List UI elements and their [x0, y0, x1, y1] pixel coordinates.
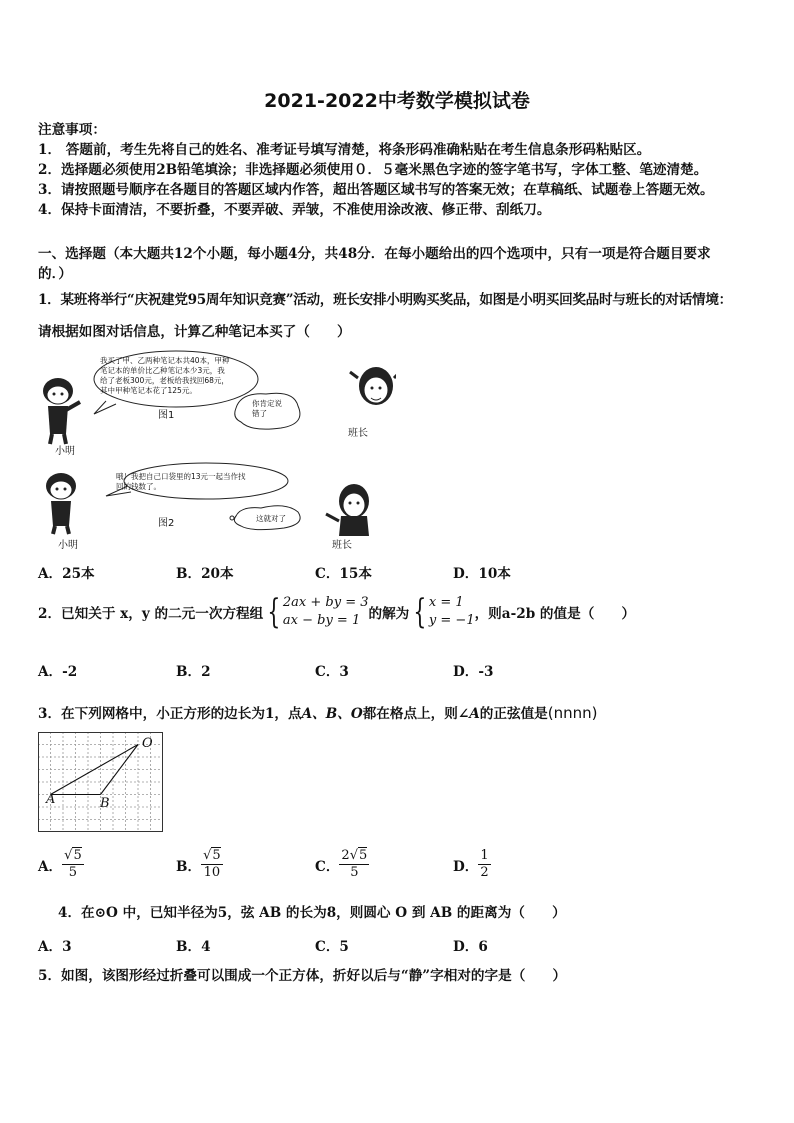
q1-option-d[interactable]: D．10本	[453, 566, 511, 582]
q2-sol2: y = −1	[428, 613, 475, 628]
q3-text: 3．在下列网格中，小正方形的边长为1，点	[38, 706, 302, 722]
section-heading-line1: 一、选择题（本大题共12个小题，每小题4分，共48分．在每小题给出的四个选项中，只有一项是符合题目要求	[38, 246, 711, 262]
q3-text2: 都在格点上，则∠	[362, 706, 470, 722]
notice-item-2: 2．选择题必须使用2B铅笔填涂；非选择题必须使用０．５毫米黑色字迹的签字笔书写，字体工整、笔迹清楚。	[38, 162, 708, 178]
q2-option-d[interactable]: D．-3	[453, 664, 494, 680]
q3-option-d-label: D．	[453, 858, 479, 875]
xiaoming-figure-1	[43, 378, 80, 444]
q4-stem: 4．在⊙O 中，已知半径为5，弦 AB 的长为8，则圆心 O 到 AB 的距离为（ ）	[58, 905, 566, 921]
q3-label-a: A	[46, 792, 56, 807]
q2-option-a[interactable]: A．-2	[38, 664, 78, 680]
q3-option-c-num: 5	[359, 848, 368, 863]
fig1-bubble-line: 我买了甲、乙两种笔记本共40本，甲种	[100, 356, 230, 365]
fig1-reply-text	[252, 399, 312, 419]
q2-solution: { x = 1 y = −1	[413, 592, 475, 632]
q2-option-b[interactable]: B．2	[176, 664, 211, 680]
q4-option-c[interactable]: C．5	[315, 939, 349, 955]
xiaoming-figure-2	[46, 473, 76, 534]
notice-item-1: 1． 答题前，考生先将自己的姓名、准考证号填写清楚，将条形码准确粘贴在考生信息条形码粘贴区。	[38, 142, 651, 158]
fig1-bubble-line: 给了老板300元，老板给我找回68元，	[100, 376, 229, 385]
q3-option-b-den: 10	[203, 865, 221, 880]
fig1-bubble-text	[100, 356, 250, 396]
q2-eq1: 2ax + by = 3	[282, 595, 369, 610]
fig1-bubble-line: 笔记本的单价比乙种笔记本少3元，我	[100, 366, 225, 375]
q3-option-c-fraction: $\frac{2√5}{5}$	[341, 848, 368, 880]
fig1-right-name: 班长	[348, 428, 368, 439]
q3-option-d-num: 1	[480, 848, 489, 863]
q2-eq2: ax − by = 1	[282, 613, 361, 628]
banzhang-figure-2	[326, 484, 369, 536]
q2-stem	[38, 594, 635, 630]
fig1-left-name: 小明	[55, 446, 75, 457]
q1-option-c[interactable]: C．15本	[315, 566, 372, 582]
fig2-bubble-line: 回的钱数了。	[116, 482, 161, 491]
fig2-caption: 图2	[158, 518, 175, 529]
q5-stem: 5．如图，该图形经过折叠可以围成一个正方体，折好以后与“静”字相对的字是（ ）	[38, 968, 567, 984]
q4-option-a[interactable]: A．3	[38, 939, 72, 955]
q3-option-a[interactable]	[38, 848, 84, 881]
q3-option-d-den: 2	[480, 865, 489, 880]
fig2-right-name: 班长	[332, 540, 352, 551]
fig2-bubble-line: 哦！我把自己口袋里的13元一起当作找	[116, 472, 246, 481]
q3-answer-paren: (nnnn)	[547, 704, 598, 722]
q2-suffix: ，则a-2b 的值是（ ）	[474, 606, 636, 622]
q4-option-b[interactable]: B．4	[176, 939, 211, 955]
q3-option-c-coef: 2	[341, 848, 350, 863]
q3-option-a-den: 5	[68, 865, 78, 880]
q2-middle: 的解为	[368, 606, 410, 622]
q3-option-a-num: 5	[73, 848, 82, 863]
notice-item-4: 4．保持卡面清洁，不要折叠，不要弄破、弄皱，不准使用涂改液、修正带、刮纸刀。	[38, 202, 551, 218]
q3-stem	[38, 702, 598, 722]
q3-option-b-num: 5	[212, 848, 221, 863]
q3-text3: 的正弦值是	[479, 706, 548, 722]
fig1-caption: 图1	[158, 410, 175, 421]
q4-option-d[interactable]: D．6	[453, 939, 488, 955]
fig1-bubble-tail	[94, 401, 116, 414]
q3-angle: A	[469, 706, 480, 722]
q3-option-b-label: B．	[176, 858, 202, 875]
page-title: 2021-2022中考数学模拟试卷	[264, 90, 530, 112]
q2-prefix: 2．已知关于 x，y 的二元一次方程组	[38, 606, 264, 622]
q2-equation-system: { 2ax + by = 3 ax − by = 1	[267, 592, 369, 632]
q3-label-o: O	[142, 736, 153, 751]
section-heading-line2: 的．）	[38, 266, 72, 282]
q3-option-b-fraction: $\frac{√5}{10}$	[203, 848, 221, 880]
q3-points: A、B、O	[301, 706, 363, 722]
q3-option-c-den: 5	[350, 865, 359, 880]
fig1-reply-line: 错了	[252, 409, 267, 418]
q3-option-a-label: A．	[38, 858, 63, 875]
fig1-bubble-line: 其中甲种笔记本花了125元。	[100, 386, 197, 395]
q1-stem-line1: 1．某班将举行“庆祝建党95周年知识竞赛”活动，班长安排小明购买奖品，如图是小明买回奖品时与班长的对话情境：	[38, 292, 732, 308]
q2-option-c[interactable]: C．3	[315, 664, 349, 680]
q2-sol1: x = 1	[428, 595, 464, 610]
fig1-reply-line: 你肯定说	[252, 399, 282, 408]
q3-option-d-fraction	[478, 848, 490, 881]
notice-heading: 注意事项：	[38, 122, 106, 138]
q3-option-d[interactable]	[453, 848, 491, 881]
q3-option-c-label: C．	[315, 858, 340, 875]
q3-option-c[interactable]	[315, 848, 369, 881]
notice-item-3: 3．请按照题号顺序在各题目的答题区域内作答，超出答题区域书写的答案无效；在草稿纸、试题卷上答题无效。	[38, 182, 714, 198]
q1-option-b[interactable]: B．20本	[176, 566, 234, 582]
fig2-left-name: 小明	[58, 540, 78, 551]
banzhang-figure-1	[350, 367, 396, 405]
fig2-bubble-text	[116, 472, 286, 492]
q1-option-a[interactable]: A．25本	[38, 566, 95, 582]
fig2-reply-text: 这就对了	[256, 514, 286, 523]
q3-option-a-fraction: $\frac{√5}{5}$	[64, 848, 82, 880]
q3-option-b[interactable]	[176, 848, 223, 881]
q3-label-b: B	[100, 796, 110, 811]
q1-stem-line2: 请根据如图对话信息，计算乙种笔记本买了（ ）	[38, 324, 351, 340]
